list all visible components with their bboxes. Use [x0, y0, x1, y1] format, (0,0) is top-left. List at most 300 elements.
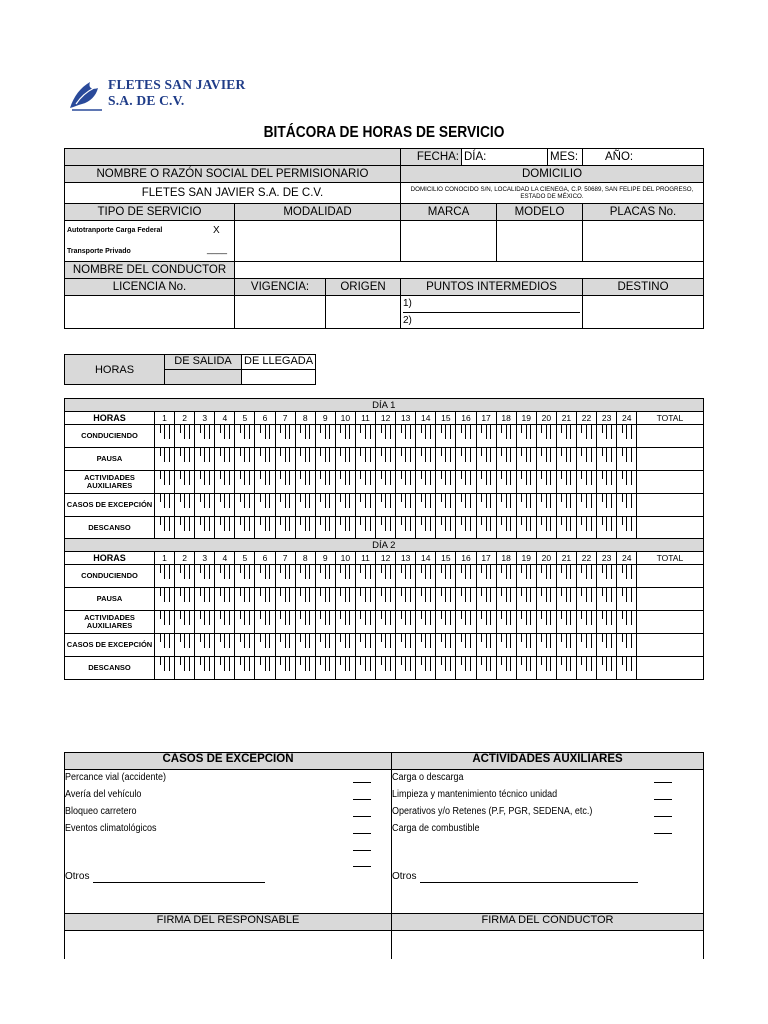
hour-cell[interactable] — [396, 494, 416, 517]
check-blank[interactable] — [654, 816, 672, 817]
hour-cell[interactable] — [496, 517, 516, 540]
hour-cell[interactable] — [597, 657, 617, 680]
hour-cell[interactable] — [315, 657, 335, 680]
punto-2[interactable]: 2) — [403, 315, 412, 326]
check-blank[interactable] — [353, 850, 371, 851]
hour-cell[interactable] — [235, 657, 255, 680]
hour-cell[interactable] — [235, 634, 255, 657]
hour-cell[interactable] — [436, 565, 456, 588]
licencia-field[interactable] — [65, 296, 235, 329]
hour-cell[interactable] — [335, 517, 355, 540]
hour-label: 14 — [416, 412, 436, 425]
hour-cell[interactable] — [456, 611, 476, 634]
hour-cell[interactable] — [556, 448, 576, 471]
hour-cell[interactable] — [617, 657, 637, 680]
hour-cell[interactable] — [576, 657, 596, 680]
hour-cell[interactable] — [416, 657, 436, 680]
hour-cell[interactable] — [556, 611, 576, 634]
hour-cell[interactable] — [597, 517, 617, 540]
row-total-field[interactable] — [637, 517, 703, 540]
hour-cell[interactable] — [155, 448, 175, 471]
otros-field[interactable] — [93, 882, 265, 883]
hour-cell[interactable] — [617, 634, 637, 657]
hour-cell[interactable] — [175, 657, 195, 680]
hour-cell[interactable] — [376, 425, 396, 448]
hour-cell[interactable] — [275, 425, 295, 448]
hour-cell[interactable] — [355, 565, 375, 588]
hour-cell[interactable] — [576, 448, 596, 471]
hour-cell[interactable] — [235, 611, 255, 634]
hour-label: 23 — [597, 412, 617, 425]
hour-cell[interactable] — [355, 611, 375, 634]
activity-row-label: DESCANSO — [65, 657, 155, 680]
hour-cell[interactable] — [396, 517, 416, 540]
hour-cell[interactable] — [235, 448, 255, 471]
hour-cell[interactable] — [155, 494, 175, 517]
hour-cell[interactable] — [597, 611, 617, 634]
hour-cell[interactable] — [476, 425, 496, 448]
hour-cell[interactable] — [275, 634, 295, 657]
hour-cell[interactable] — [335, 448, 355, 471]
hour-cell[interactable] — [315, 588, 335, 611]
actividades-title: ACTIVIDADES AUXILIARES — [392, 753, 704, 770]
hour-cell[interactable] — [416, 634, 436, 657]
hour-label: 11 — [355, 412, 375, 425]
hour-cell[interactable] — [175, 634, 195, 657]
hour-cell[interactable] — [195, 657, 215, 680]
hour-cell[interactable] — [235, 425, 255, 448]
hour-cell[interactable] — [617, 494, 637, 517]
fecha-label: FECHA: — [401, 149, 462, 166]
hour-cell[interactable] — [396, 657, 416, 680]
hour-cell[interactable] — [476, 611, 496, 634]
hour-cell[interactable] — [295, 565, 315, 588]
hour-cell[interactable] — [516, 634, 536, 657]
hour-cell[interactable] — [597, 494, 617, 517]
hour-cell[interactable] — [195, 634, 215, 657]
hour-cell[interactable] — [556, 494, 576, 517]
hour-cell[interactable] — [396, 471, 416, 494]
hour-cell[interactable] — [175, 494, 195, 517]
hour-cell[interactable] — [416, 494, 436, 517]
hour-cell[interactable] — [275, 494, 295, 517]
hour-cell[interactable] — [436, 471, 456, 494]
check-blank[interactable] — [353, 799, 371, 800]
check-blank[interactable] — [654, 782, 672, 783]
hour-cell[interactable] — [516, 494, 536, 517]
hour-cell[interactable] — [536, 494, 556, 517]
hour-cell[interactable] — [416, 448, 436, 471]
hour-cell[interactable] — [315, 471, 335, 494]
hour-cell[interactable] — [597, 425, 617, 448]
hour-cell[interactable] — [476, 448, 496, 471]
hour-cell[interactable] — [155, 657, 175, 680]
hour-cell[interactable] — [195, 517, 215, 540]
hour-cell[interactable] — [436, 611, 456, 634]
hour-cell[interactable] — [396, 588, 416, 611]
hour-cell[interactable] — [396, 634, 416, 657]
placas-field[interactable] — [583, 221, 704, 262]
otros-field[interactable] — [420, 882, 638, 883]
hour-cell[interactable] — [376, 588, 396, 611]
hour-cell[interactable] — [255, 611, 275, 634]
hour-cell[interactable] — [295, 494, 315, 517]
hour-cell[interactable] — [215, 657, 235, 680]
hour-cell[interactable] — [536, 565, 556, 588]
hour-cell[interactable] — [275, 611, 295, 634]
hour-cell[interactable] — [315, 425, 335, 448]
hour-cell[interactable] — [617, 471, 637, 494]
hour-cell[interactable] — [496, 448, 516, 471]
company-name-line2: S.A. DE C.V. — [108, 93, 185, 108]
hour-cell[interactable] — [376, 471, 396, 494]
row-total-field[interactable] — [637, 425, 703, 448]
hour-cell[interactable] — [175, 565, 195, 588]
hour-cell[interactable] — [556, 471, 576, 494]
hour-cell[interactable] — [295, 588, 315, 611]
modelo-field[interactable] — [497, 221, 583, 262]
hour-cell[interactable] — [275, 588, 295, 611]
hour-cell[interactable] — [597, 448, 617, 471]
hour-cell[interactable] — [295, 657, 315, 680]
hour-cell[interactable] — [335, 588, 355, 611]
hour-cell[interactable] — [215, 494, 235, 517]
hour-cell[interactable] — [376, 448, 396, 471]
hour-cell[interactable] — [295, 448, 315, 471]
check-blank[interactable] — [353, 833, 371, 834]
hour-cell[interactable] — [436, 657, 456, 680]
row-total-field[interactable] — [637, 588, 703, 611]
hour-cell[interactable] — [476, 471, 496, 494]
check-blank[interactable] — [353, 816, 371, 817]
hour-cell[interactable] — [255, 425, 275, 448]
hour-cell[interactable] — [155, 611, 175, 634]
hour-label: 10 — [335, 412, 355, 425]
hour-label: 10 — [335, 552, 355, 565]
hour-cell[interactable] — [315, 611, 335, 634]
hour-cell[interactable] — [315, 494, 335, 517]
hour-cell[interactable] — [335, 494, 355, 517]
hour-label: 4 — [215, 552, 235, 565]
hour-cell[interactable] — [235, 588, 255, 611]
hour-cell[interactable] — [536, 634, 556, 657]
servicio-federal-mark[interactable]: X — [213, 225, 220, 236]
hour-cell[interactable] — [355, 588, 375, 611]
hour-cell[interactable] — [175, 611, 195, 634]
hour-cell[interactable] — [416, 611, 436, 634]
hour-cell[interactable] — [255, 448, 275, 471]
hour-cell[interactable] — [376, 517, 396, 540]
hour-cell[interactable] — [476, 494, 496, 517]
hour-cell[interactable] — [175, 448, 195, 471]
hour-cell[interactable] — [597, 565, 617, 588]
conductor-label: NOMBRE DEL CONDUCTOR — [65, 262, 235, 279]
hour-cell[interactable] — [516, 657, 536, 680]
hour-cell[interactable] — [295, 611, 315, 634]
row-total-field[interactable] — [637, 448, 703, 471]
hour-cell[interactable] — [355, 634, 375, 657]
hour-cell[interactable] — [255, 634, 275, 657]
hour-cell[interactable] — [275, 448, 295, 471]
hour-cell[interactable] — [195, 588, 215, 611]
hour-cell[interactable] — [155, 425, 175, 448]
hour-cell[interactable] — [255, 517, 275, 540]
hour-cell[interactable] — [536, 611, 556, 634]
hour-cell[interactable] — [155, 634, 175, 657]
hour-cell[interactable] — [215, 425, 235, 448]
hour-cell[interactable] — [576, 588, 596, 611]
hour-cell[interactable] — [335, 634, 355, 657]
hour-cell[interactable] — [416, 588, 436, 611]
check-blank[interactable] — [654, 799, 672, 800]
servicio-privado-mark[interactable]: ____ — [207, 244, 228, 254]
hour-cell[interactable] — [617, 588, 637, 611]
hour-cell[interactable] — [476, 657, 496, 680]
hour-cell[interactable] — [335, 471, 355, 494]
hour-cell[interactable] — [355, 471, 375, 494]
firma-conductor-field[interactable] — [392, 931, 704, 960]
hour-cell[interactable] — [295, 634, 315, 657]
hour-cell[interactable] — [556, 517, 576, 540]
hour-cell[interactable] — [516, 565, 536, 588]
hour-cell[interactable] — [396, 565, 416, 588]
hour-cell[interactable] — [295, 517, 315, 540]
hour-cell[interactable] — [496, 494, 516, 517]
hour-label: 15 — [436, 552, 456, 565]
hour-cell[interactable] — [155, 471, 175, 494]
hour-cell[interactable] — [536, 517, 556, 540]
hour-cell[interactable] — [476, 565, 496, 588]
hour-cell[interactable] — [436, 634, 456, 657]
hour-cell[interactable] — [476, 517, 496, 540]
hour-cell[interactable] — [576, 611, 596, 634]
hour-cell[interactable] — [617, 448, 637, 471]
origen-field[interactable] — [326, 296, 401, 329]
hour-cell[interactable] — [556, 588, 576, 611]
hour-cell[interactable] — [476, 634, 496, 657]
hour-cell[interactable] — [436, 448, 456, 471]
hour-cell[interactable] — [355, 425, 375, 448]
hour-cell[interactable] — [456, 588, 476, 611]
hour-cell[interactable] — [195, 494, 215, 517]
marca-field[interactable] — [401, 221, 497, 262]
hour-cell[interactable] — [235, 517, 255, 540]
hour-cell[interactable] — [456, 448, 476, 471]
hour-cell[interactable] — [496, 657, 516, 680]
hour-cell[interactable] — [496, 471, 516, 494]
hour-cell[interactable] — [235, 494, 255, 517]
hour-cell[interactable] — [295, 425, 315, 448]
hour-cell[interactable] — [496, 588, 516, 611]
hour-cell[interactable] — [215, 517, 235, 540]
hour-cell[interactable] — [235, 565, 255, 588]
hour-cell[interactable] — [436, 494, 456, 517]
hour-cell[interactable] — [516, 611, 536, 634]
hour-cell[interactable] — [516, 448, 536, 471]
hour-cell[interactable] — [175, 471, 195, 494]
hour-cell[interactable] — [436, 425, 456, 448]
hour-cell[interactable] — [436, 517, 456, 540]
hour-cell[interactable] — [335, 657, 355, 680]
hour-cell[interactable] — [396, 425, 416, 448]
hour-cell[interactable] — [516, 517, 536, 540]
hour-cell[interactable] — [576, 634, 596, 657]
hour-cell[interactable] — [536, 657, 556, 680]
hour-cell[interactable] — [255, 494, 275, 517]
hour-cell[interactable] — [456, 634, 476, 657]
hour-cell[interactable] — [235, 471, 255, 494]
hour-cell[interactable] — [195, 425, 215, 448]
hour-cell[interactable] — [255, 657, 275, 680]
hour-cell[interactable] — [496, 634, 516, 657]
hour-cell[interactable] — [496, 565, 516, 588]
row-total-field[interactable] — [637, 634, 703, 657]
hour-cell[interactable] — [215, 448, 235, 471]
check-blank[interactable] — [353, 866, 371, 867]
hour-cell[interactable] — [355, 448, 375, 471]
hour-cell[interactable] — [576, 471, 596, 494]
hour-cell[interactable] — [275, 517, 295, 540]
mes-field[interactable] — [548, 149, 583, 166]
hour-cell[interactable] — [275, 471, 295, 494]
hour-cell[interactable] — [456, 425, 476, 448]
hour-cell[interactable] — [335, 565, 355, 588]
hour-cell[interactable] — [416, 425, 436, 448]
hour-cell[interactable] — [597, 634, 617, 657]
row-total-field[interactable] — [637, 471, 703, 494]
hour-cell[interactable] — [536, 425, 556, 448]
hour-cell[interactable] — [556, 634, 576, 657]
hour-cell[interactable] — [576, 494, 596, 517]
hour-cell[interactable] — [416, 471, 436, 494]
hour-cell[interactable] — [195, 611, 215, 634]
salida-field[interactable] — [165, 370, 242, 385]
row-total-field[interactable] — [637, 565, 703, 588]
row-total-field[interactable] — [637, 611, 703, 634]
hour-label: 17 — [476, 412, 496, 425]
hour-cell[interactable] — [617, 517, 637, 540]
hour-cell[interactable] — [516, 471, 536, 494]
hour-cell[interactable] — [456, 517, 476, 540]
hour-cell[interactable] — [436, 588, 456, 611]
hour-cell[interactable] — [376, 611, 396, 634]
hour-cell[interactable] — [556, 657, 576, 680]
hour-cell[interactable] — [355, 494, 375, 517]
hour-cell[interactable] — [255, 588, 275, 611]
hour-cell[interactable] — [315, 448, 335, 471]
hour-cell[interactable] — [335, 611, 355, 634]
check-blank[interactable] — [654, 833, 672, 834]
destino-field[interactable] — [583, 296, 704, 329]
hour-cell[interactable] — [376, 657, 396, 680]
punto-1[interactable]: 1) — [403, 296, 580, 313]
day-title: DÍA 1 — [65, 399, 704, 412]
puntos-field[interactable] — [401, 296, 583, 329]
hour-cell[interactable] — [155, 517, 175, 540]
hour-cell[interactable] — [496, 425, 516, 448]
hour-cell[interactable] — [175, 588, 195, 611]
hour-cell[interactable] — [376, 565, 396, 588]
hour-cell[interactable] — [476, 588, 496, 611]
hour-cell[interactable] — [315, 517, 335, 540]
hour-cell[interactable] — [275, 657, 295, 680]
hour-cell[interactable] — [536, 448, 556, 471]
hour-cell[interactable] — [536, 471, 556, 494]
hour-cell[interactable] — [456, 494, 476, 517]
llegada-field[interactable] — [242, 370, 316, 385]
hour-cell[interactable] — [576, 517, 596, 540]
row-total-field[interactable] — [637, 657, 703, 680]
hour-cell[interactable] — [195, 448, 215, 471]
hour-cell[interactable] — [175, 517, 195, 540]
hour-cell[interactable] — [295, 471, 315, 494]
hour-cell[interactable] — [335, 425, 355, 448]
vigencia-field[interactable] — [235, 296, 326, 329]
modalidad-field[interactable] — [235, 221, 401, 262]
anio-field[interactable] — [583, 149, 704, 166]
hour-cell[interactable] — [597, 588, 617, 611]
checklist-item: Limpieza y mantenimiento técnico unidad — [392, 789, 558, 800]
hour-cell[interactable] — [617, 611, 637, 634]
hour-cell[interactable] — [617, 565, 637, 588]
hour-cell[interactable] — [195, 565, 215, 588]
hour-cell[interactable] — [556, 425, 576, 448]
hour-cell[interactable] — [496, 611, 516, 634]
hour-cell[interactable] — [255, 471, 275, 494]
hour-cell[interactable] — [617, 425, 637, 448]
hour-cell[interactable] — [416, 565, 436, 588]
hour-cell[interactable] — [215, 588, 235, 611]
hour-cell[interactable] — [536, 588, 556, 611]
hour-cell[interactable] — [516, 588, 536, 611]
row-total-field[interactable] — [637, 494, 703, 517]
hour-cell[interactable] — [155, 588, 175, 611]
hour-cell[interactable] — [175, 425, 195, 448]
hour-cell[interactable] — [597, 471, 617, 494]
hour-cell[interactable] — [376, 634, 396, 657]
hour-cell[interactable] — [315, 634, 335, 657]
check-blank[interactable] — [353, 782, 371, 783]
hour-cell[interactable] — [275, 565, 295, 588]
hour-cell[interactable] — [456, 657, 476, 680]
hour-cell[interactable] — [315, 565, 335, 588]
hour-cell[interactable] — [396, 448, 416, 471]
hour-cell[interactable] — [376, 494, 396, 517]
hour-cell[interactable] — [215, 611, 235, 634]
hour-cell[interactable] — [215, 471, 235, 494]
hour-cell[interactable] — [576, 565, 596, 588]
hour-cell[interactable] — [556, 565, 576, 588]
conductor-field[interactable] — [235, 262, 704, 279]
hour-cell[interactable] — [576, 425, 596, 448]
hour-cell[interactable] — [355, 657, 375, 680]
hour-cell[interactable] — [255, 565, 275, 588]
firma-responsable-field[interactable] — [65, 931, 392, 960]
hour-cell[interactable] — [215, 634, 235, 657]
salida-label: DE SALIDA — [165, 355, 242, 370]
hour-cell[interactable] — [215, 565, 235, 588]
activity-row — [65, 588, 704, 611]
hour-cell[interactable] — [456, 471, 476, 494]
hour-cell[interactable] — [195, 471, 215, 494]
hour-cell[interactable] — [155, 565, 175, 588]
hour-cell[interactable] — [516, 425, 536, 448]
hour-cell[interactable] — [456, 565, 476, 588]
dia-field[interactable] — [462, 149, 548, 166]
hour-cell[interactable] — [416, 517, 436, 540]
hour-cell[interactable] — [355, 517, 375, 540]
hour-cell[interactable] — [396, 611, 416, 634]
